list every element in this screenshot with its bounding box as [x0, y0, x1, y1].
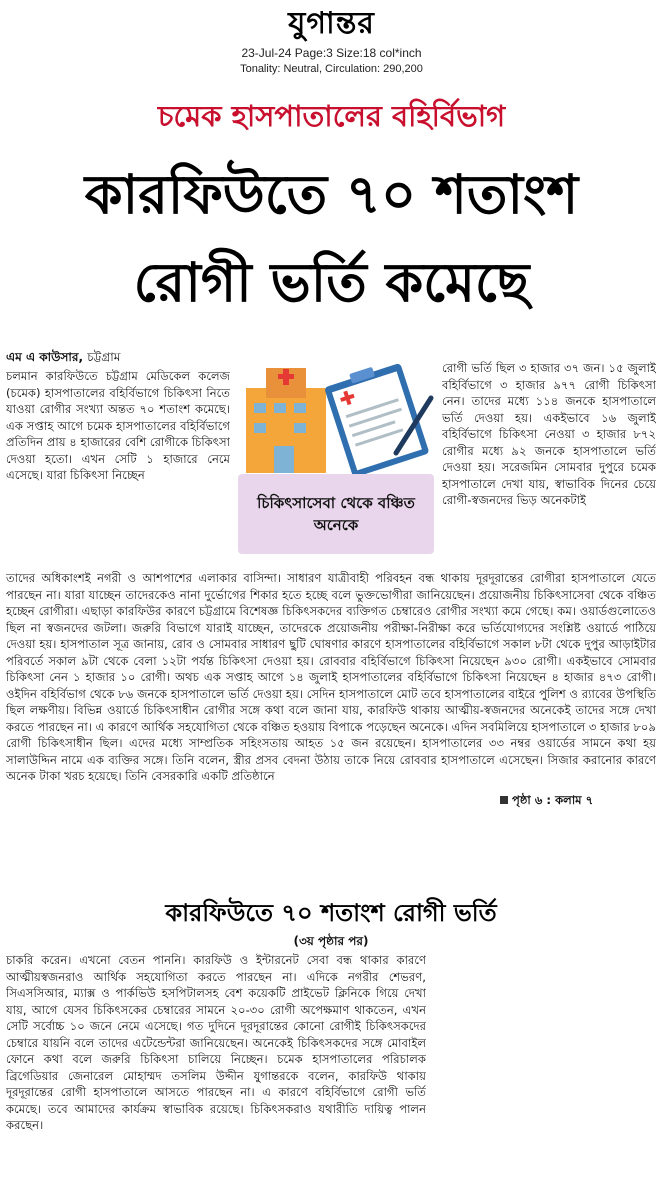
left-column-paragraph: চলমান কারফিউতে চট্টগ্রাম মেডিকেল কলেজ (চমেক) হাসপাতালের বহির্বিভাগে চিকিৎসা নিতে যাওয়া রোগীর সংখ্যা অন্তত ৭০ শতাংশ কমেছে। এক সপ্তাহ আগে চমেক হাসপাতালের বহির্বিভাগে প্রতিদিন প্রায় ৪ হাজারের বেশি রোগীকে চিকিৎসা দেওয়া হতো। এখন সেটি ১ হাজারে নেমে এসেছে। যারা চিকিৎসা নিচ্ছেন — [6, 369, 230, 482]
continuation-subtitle: (৩য় পৃষ্ঠার পর) — [293, 934, 369, 948]
headline-line-1: কারফিউতে ৭০ শতাংশ — [84, 163, 579, 226]
continuation-body-text — [6, 952, 426, 1188]
left-column-text — [6, 368, 230, 568]
article-kicker: চমেক হাসপাতালের বহির্বিভাগ — [157, 99, 506, 133]
byline-location: চট্টগ্রাম — [87, 350, 121, 364]
continuation-title: কারফিউতে ৭০ শতাংশ রোগী ভর্তি — [165, 899, 497, 927]
byline-name: এম এ কাউসার, — [6, 350, 84, 364]
hospital-clipboard-icon — [236, 358, 436, 478]
right-column-paragraph: রোগী ভর্তি ছিল ৩ হাজার ৩৭ জন। ১৫ জুলাই বহির্বিভাগে ৩ হাজার ৯৭৭ রোগী চিকিৎসা নেন। তাদের মধ্যে ১১৪ জনকে হাসপাতালে ভর্তি দেওয়া হয়। একইভাবে ১৬ জুলাই বহির্বিভাগে চিকিৎসা নেওয়া ৩ হাজার ৮৭২ রোগীর মধ্যে ৯২ জনকে হাসপাতালে ভর্তি দেওয়া হয়। সরেজমিন সোমবার দুপুরে চমেক হাসপাতালে দেখা যায়, স্বাভাবিক দিনের চেয়ে রোগী-স্বজনদের ভিড় অনেকটাই — [442, 361, 656, 507]
right-column-text — [442, 360, 656, 575]
jump-label: পৃষ্ঠা ৬ : কলাম ৭ — [512, 793, 594, 807]
headline-line-2: রোগী ভর্তি কমেছে — [133, 251, 530, 314]
continuation-paragraph: চাকরি করেন। এখনো বেতন পাননি। কারফিউ ও ইন্টারনেট সেবা বন্ধ থাকার কারণে আত্মীয়স্বজনরাও আর্থিক সহযোগিতা করতে পারছেন না। এদিকে নগরীর শেভরণ, সিএসসিআর, ম্যাক্স ও পার্কভিউ হসপিটালসহ বেশ কয়েকটি প্রাইভেট ক্লিনিকে গিয়ে দেখা যায়, আগে যেসব চিকিৎসকের চেম্বারের সামনে ২০-৩০ রোগী অপেক্ষমাণ থাকতেন, এখন সেটি সর্বোচ্চ ১০ জনে নেমে এসেছে। গত দুদিনে দূরদূরান্তের কোনো রোগীই চিকিৎসকদের চেম্বারে যায়নি বলে তাদের এটেন্ডেন্টরা জানিয়েছেন। অনেকেই চিকিৎসকদের সঙ্গে মোবাইল ফোনে কথা বলে জরুরি চিকিৎসা চালিয়ে নিচ্ছেন। চমেক হাসপাতালের পরিচালক ব্রিগেডিয়ার জেনারেল মোহাম্মদ তসলিম উদ্দীন যুগান্তরকে বলেন, কারফিউ থাকায় দূরদূরান্তের রোগী হাসপাতালে আসতে পারছেন না। এ কারণে বহির্বিভাগে রোগী ভর্তি কমেছে। তবে আমাদের কার্যক্রম স্বাভাবিক রয়েছে। চিকিৎসকরাও যথারীতি দায়িত্ব পালন করছেন। — [6, 953, 426, 1132]
clipping-meta-date-size: 23-Jul-24 Page:3 Size:18 col*inch — [241, 46, 422, 60]
newspaper-masthead: যুগান্তর — [288, 6, 375, 41]
wide-body-text — [6, 570, 656, 802]
image-caption: চিকিৎসাসেবা থেকে বঞ্চিত অনেকে — [238, 474, 434, 554]
clipping-meta-tonality: Tonality: Neutral, Circulation: 290,200 — [240, 63, 423, 75]
wide-body-paragraph: তাদের অধিকাংশই নগরী ও আশপাশের এলাকার বাসিন্দা। সাধারণ যাত্রীবাহী পরিবহন বন্ধ থাকায় দূরদূরান্তের রোগীরা হাসপাতালে যেতে পারছেন না। যারা যাচ্ছেন তাদেরকেও নানা দুর্ভোগের শিকার হতে হচ্ছে বলে ভুক্তভোগীরা জানিয়েছেন। প্রয়োজনীয় চিকিৎসাসেবা থেকে বঞ্চিত হচ্ছেন রোগীরা। এছাড়া কারফিউর কারণে চট্টগ্রামে বিশেষজ্ঞ চিকিৎসকদের ব্যক্তিগত চেম্বারেও রোগীর সংখ্যা কমে গেছে। কম। ওয়ার্ডগুলোতেও ছিল না স্বজনদের জটলা। জরুরি বিভাগে যারাই যাচ্ছেন, তাদেরকে প্রয়োজনীয় পরীক্ষা-নিরীক্ষা করে ভর্তিযোগ্যদের সংশ্লিষ্ট ওয়ার্ডে পাঠিয়ে দেওয়া হয়। হাসপাতাল সূত্র জানায়, রোব ও সোমবার সাধারণ ছুটি ঘোষণার কারণে হাসপাতালের বহির্বিভাগে সকাল ৮টা থেকে দুপুর আড়াইটার পরিবর্তে সকাল ৯টা থেকে বেলা ১২টা পর্যন্ত চিকিৎসা দেওয়া হয়। রোববার বহির্বিভাগে চিকিৎসা নিয়েছেন ৯৩০ রোগী। একইভাবে সোমবার চিকিৎসা নেন ১ হাজার ১০ রোগী। অথচ এক সপ্তাহ আগে ১৪ জুলাই হাসপাতালের বহির্বিভাগে চিকিৎসা নিয়েছেন ৪ হাজার ৪৭৩ রোগী। ওইদিন বহির্বিভাগ থেকে ৮৬ জনকে হাসপাতালে ভর্তি দেওয়া হয়। সেদিন হাসপাতালে মোট তবে হাসপাতালের বাইরে পুলিশ ও র‌্যাবের উপস্থিতি ছিল লক্ষণীয়। বিভিন্ন ওয়ার্ডে চিকিৎসাধীন রোগীর সঙ্গে কথা বলে জানা যায়, কারফিউ থাকায় আত্মীয়-স্বজনদের অনেকেই তাদের সঙ্গে দেখা করতে পারছেন না। এ কারণে আর্থিক সহযোগিতা থেকে বঞ্চিত হওয়ায় বিপাকে পড়েছেন অনেকে। এদিন সবমিলিয়ে হাসপাতালে ৩ হাজার ৮০৯ রোগী চিকিৎসাধীন ছিল। এদের মধ্যে সাম্প্রতিক সহিংসতায় আহত ১৫ জন রয়েছেন। হাসপাতালের ৩৩ নম্বর ওয়ার্ডের সামনে কথা হয় সালাউদ্দিন নামে এক ব্যক্তির সঙ্গে। তিনি বলেন, স্ত্রীর প্রসব বেদনা উঠায় তাকে নিয়ে রোববার হাসপাতালে এসেছেন। সিজার করানোর কারণে অনেক টাকা খরচ হয়েছে। তিনি বেসরকারি একটি প্রতিষ্ঠানে — [6, 571, 656, 783]
square-bullet-icon — [500, 796, 508, 804]
byline — [6, 349, 120, 369]
continued-on-jump — [500, 792, 593, 811]
section-separator — [0, 820, 663, 880]
